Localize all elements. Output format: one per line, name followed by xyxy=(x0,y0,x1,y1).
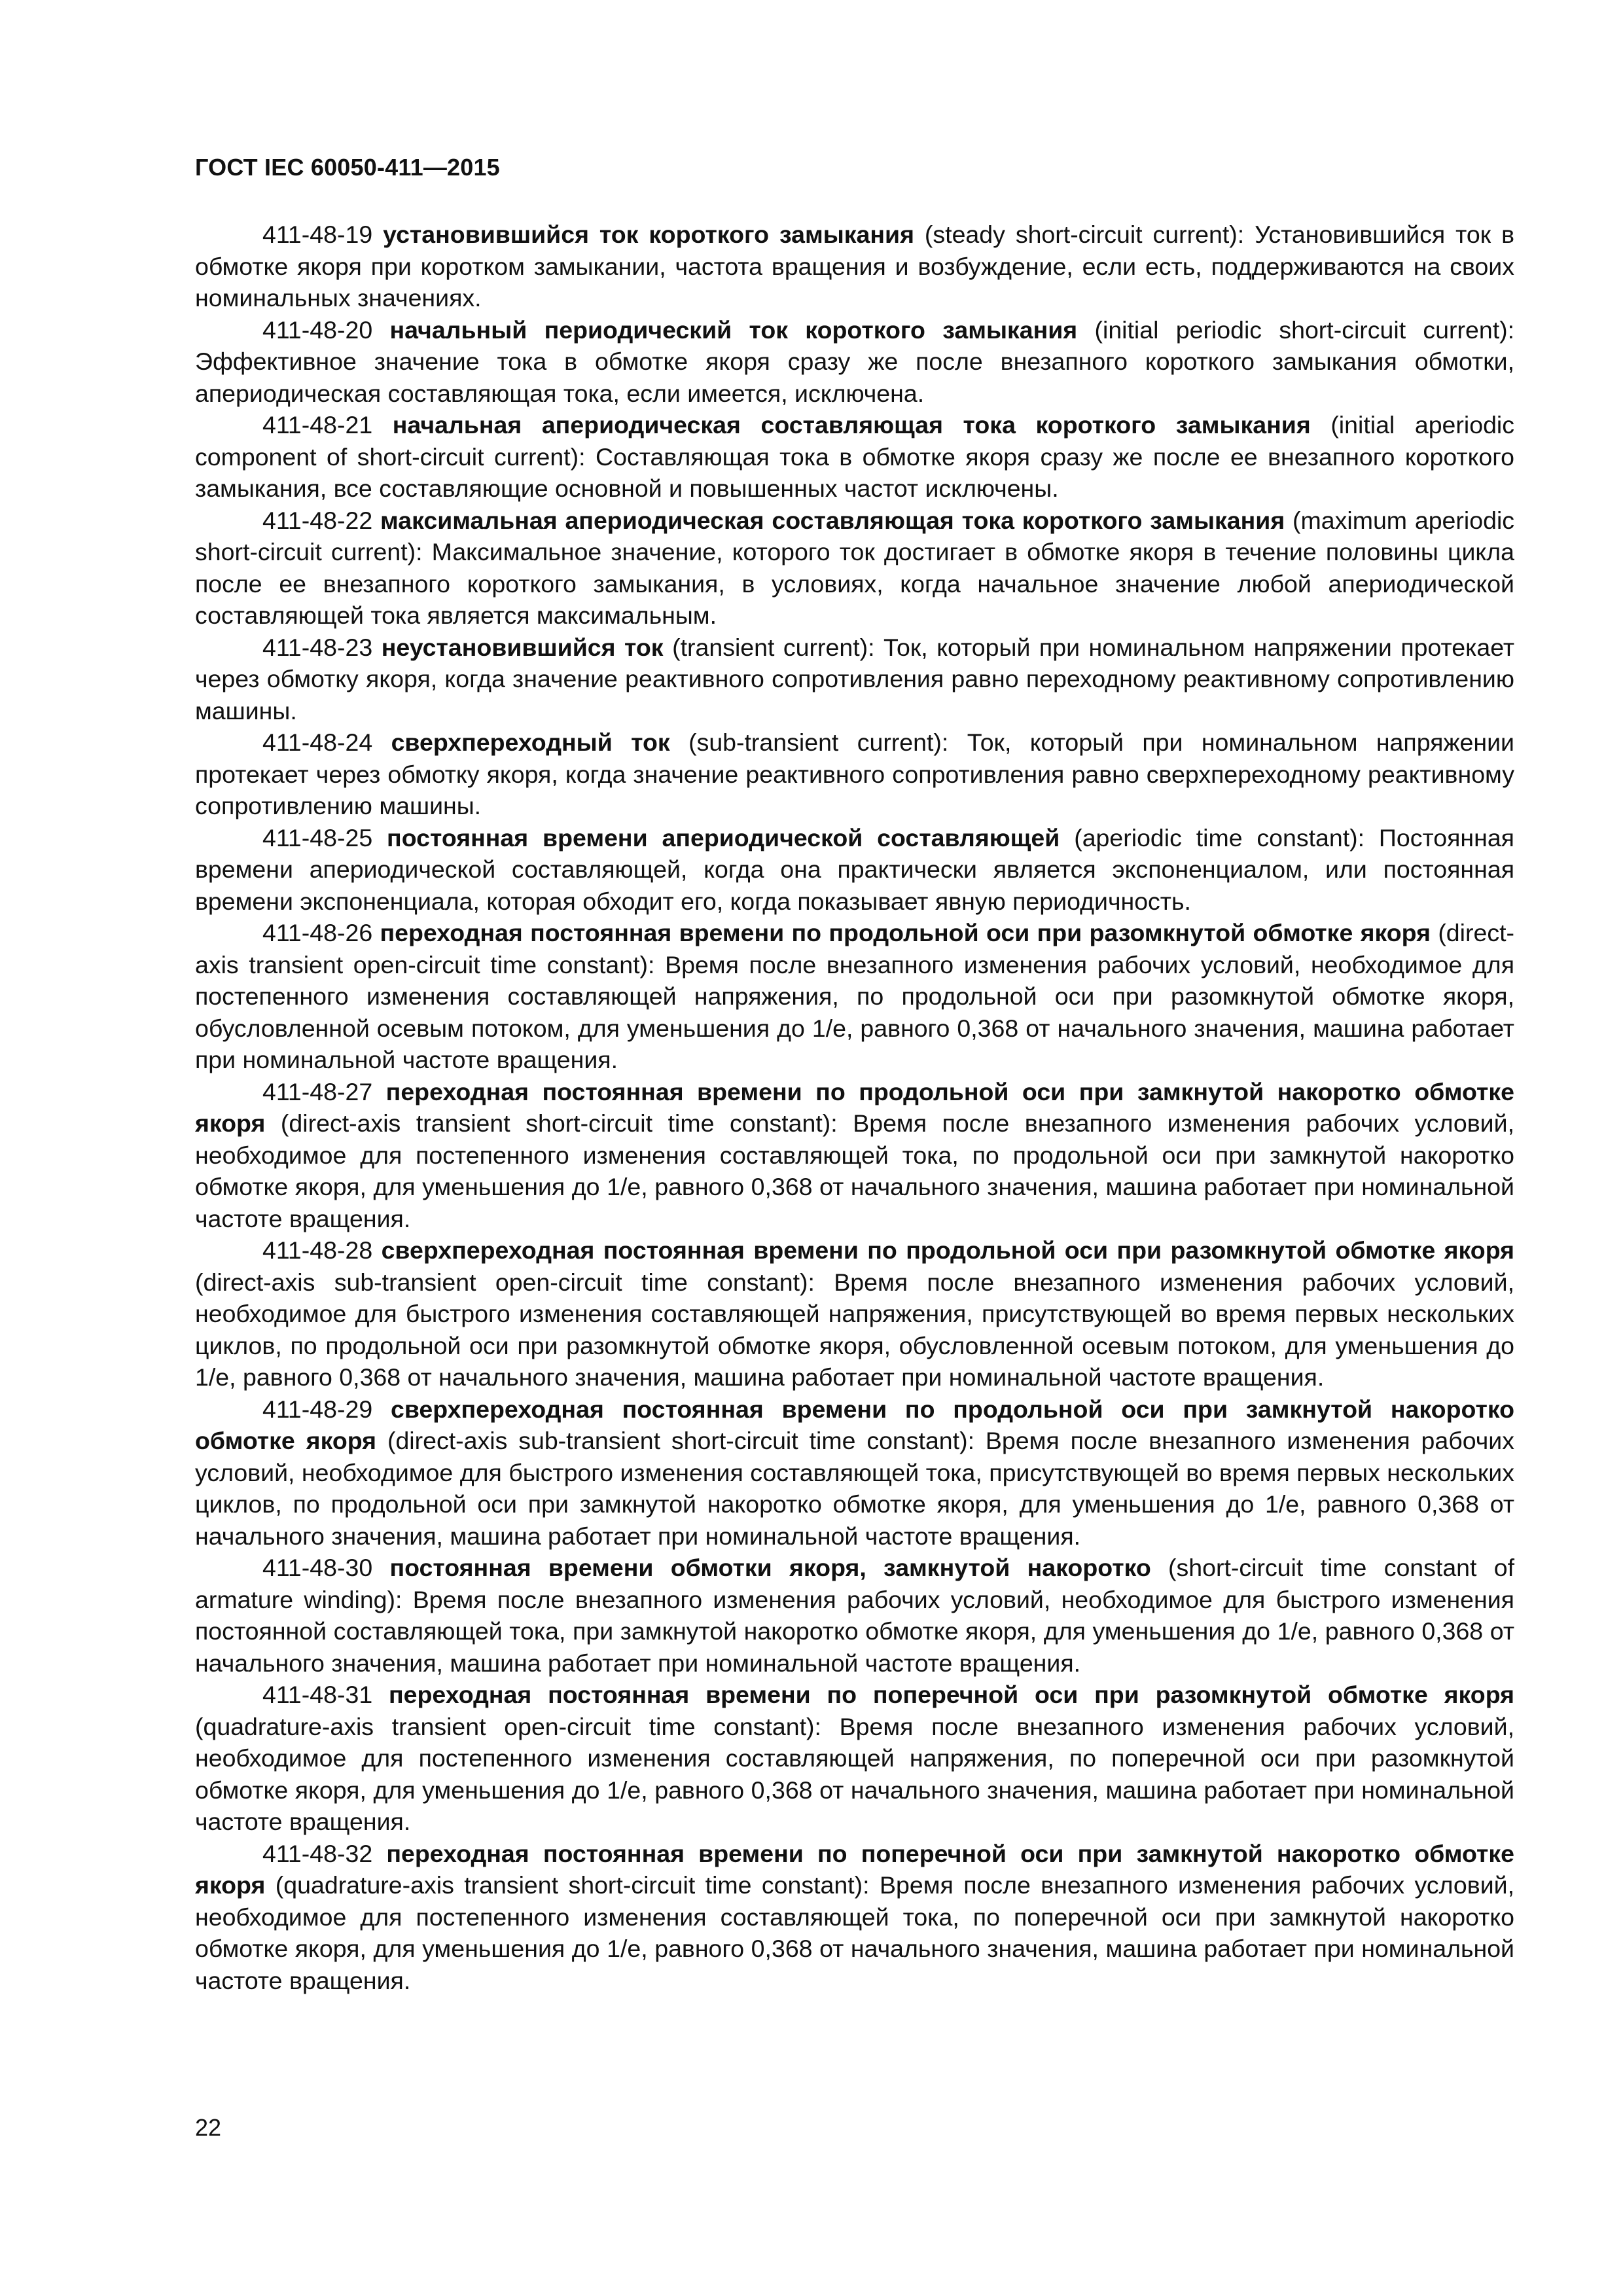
term-definition: (short-circuit time constant of armature winding): Время после внезапного изменения рабочих условий, необходимое для быстрого изменения постоянной составляющей тока, при замкнутой накоротко обмотке якоря, для уменьшения до 1/е, равного 0,368 от начального значения, машина работает при номинальной частоте вращения. xyxy=(195,1554,1514,1677)
term-definition: (quadrature-axis transient open-circuit time constant): Время после внезапного изменения рабочих условий, необходимое для постепенного изменения составляющей напряжения, по поперечной оси при разомкнутой обмотке якоря, для уменьшения до 1/е, равного 0,368 от начального значения, машина работает при номинальной частоте вращения. xyxy=(195,1712,1514,1835)
term-entry xyxy=(195,917,1514,1076)
term-definition: (initial aperiodic component of short-circuit current): Составляющая тока в обмотке якоря сразу же после ее внезапного короткого замыкания, все составляющие основной и повышенных частот исключены. xyxy=(195,411,1515,502)
term-entry xyxy=(195,822,1514,918)
term-definition: (direct-axis transient open-circuit time constant): Время после внезапного изменения рабочих условий, необходимое для постепенного изменения составляющей напряжения, по продольной оси при разомкнутой обмотке якоря, обусловленной осевым потоком, для уменьшения до 1/е, равного 0,368 от начального значения, машина работает при номинальной частоте вращения. xyxy=(195,919,1514,1073)
term-number: 411-48-28 xyxy=(262,1236,373,1264)
term-definition: (steady short-circuit current): Установившийся ток в обмотке якоря при коротком замыкании, частота вращения и возбуждение, если есть, поддерживаются на своих номинальных значениях. xyxy=(195,221,1515,312)
term-number: 411-48-24 xyxy=(262,728,373,756)
term-number: 411-48-30 xyxy=(262,1554,373,1581)
term-name: сверхпереходная постоянная времени по продольной оси при разомкнутой обмотке якоря xyxy=(381,1236,1514,1264)
term-number: 411-48-20 xyxy=(262,315,373,344)
term-number: 411-48-31 xyxy=(262,1681,373,1708)
term-name: переходная постоянная времени по продольной оси при разомкнутой обмотке якоря xyxy=(380,919,1431,946)
term-name: сверхпереходная постоянная времени по продольной оси при замкнутой накоротко обмотке якоря xyxy=(195,1395,1515,1454)
term-number: 411-48-19 xyxy=(262,221,373,248)
term-entry xyxy=(195,1234,1514,1393)
term-definition: (direct-axis sub-transient short-circuit time constant): Время после внезапного изменения рабочих условий, необходимое для быстрого изменения составляющей тока, присутствующей во время первых нескольких циклов, по продольной оси при замкнутой накоротко обмотке якоря, для уменьшения до 1/е, равного 0,368 от начального значения, машина работает при номинальной частоте вращения. xyxy=(195,1427,1515,1550)
term-number: 411-48-26 xyxy=(262,919,373,946)
term-entry xyxy=(195,632,1514,727)
term-entry xyxy=(195,505,1514,632)
term-definition: (aperiodic time constant): Постоянная времени апериодической составляющей, когда она практически является экспоненциалом, или постоянная времени экспоненциала, которая обходит его, когда показывает явную периодичность. xyxy=(195,823,1514,915)
term-number: 411-48-23 xyxy=(262,633,373,661)
term-entry xyxy=(195,1679,1514,1838)
document-header: ГОСТ IEC 60050-411—2015 xyxy=(195,154,500,181)
term-number: 411-48-22 xyxy=(262,506,373,534)
term-definition: (quadrature-axis transient short-circuit time constant): Время после внезапного изменения рабочих условий, необходимое для постепенного изменения составляющей тока, по поперечной оси при замкнутой накоротко обмотке якоря, для уменьшения до 1/е, равного 0,368 от начального значения, машина работает при номинальной частоте вращения. xyxy=(195,1871,1515,1994)
term-entry xyxy=(195,314,1514,410)
term-name: переходная постоянная времени по поперечной оси при разомкнутой обмотке якоря xyxy=(389,1681,1514,1708)
term-name: максимальная апериодическая составляющая тока короткого замыкания xyxy=(380,506,1285,534)
term-name: переходная постоянная времени по поперечной оси при замкнутой накоротко обмотке якоря xyxy=(195,1839,1515,1899)
term-number: 411-48-21 xyxy=(262,411,373,439)
term-entry xyxy=(195,1393,1514,1552)
term-number: 411-48-29 xyxy=(262,1395,373,1423)
terms-section xyxy=(195,219,1514,1996)
term-number: 411-48-25 xyxy=(262,823,373,852)
term-number: 411-48-32 xyxy=(262,1839,373,1867)
term-entry xyxy=(195,1552,1514,1679)
term-definition: (transient current): Ток, который при номинальном напряжении протекает через обмотку якоря, когда значение реактивного сопротивления равно переходному реактивному сопротивлению машины. xyxy=(195,633,1514,725)
term-number: 411-48-27 xyxy=(262,1077,373,1105)
term-entry xyxy=(195,1076,1514,1235)
term-entry xyxy=(195,219,1514,314)
term-name: переходная постоянная времени по продольной оси при замкнутой накоротко обмотке якоря xyxy=(195,1077,1514,1137)
term-entry xyxy=(195,1838,1514,1997)
term-definition: (initial periodic short-circuit current): Эффективное значение тока в обмотке якоря сразу же после внезапного короткого замыкания обмотки, апериодическая составляющая тока, если имеется, исключена. xyxy=(195,315,1515,407)
term-entry xyxy=(195,726,1514,822)
term-name: постоянная времени обмотки якоря, замкнутой накоротко xyxy=(389,1554,1151,1581)
term-name: начальный периодический ток короткого замыкания xyxy=(389,315,1078,344)
page-number: 22 xyxy=(195,2114,222,2141)
term-name: сверхпереходный ток xyxy=(391,728,670,756)
term-entry xyxy=(195,409,1514,505)
term-definition: (maximum aperiodic short-circuit current): Максимальное значение, которого ток достигает в обмотке якоря в течение половины цикла после ее внезапного короткого замыкания, в условиях, когда начальное значение любой апериодической составляющей тока является максимальным. xyxy=(195,506,1515,629)
term-definition: (direct-axis sub-transient open-circuit time constant): Время после внезапного изменения рабочих условий, необходимое для быстрого изменения составляющей напряжения, присутствующей во время первых нескольких циклов, по продольной оси при разомкнутой обмотке якоря, обусловленной осевым потоком, для уменьшения до 1/е, равного 0,368 от начального значения, машина работает при номинальной частоте вращения. xyxy=(195,1268,1514,1391)
term-definition: (sub-transient current): Ток, который при номинальном напряжении протекает через обмотку якоря, когда значение реактивного сопротивления равно сверхпереходному реактивному сопротивлению машины. xyxy=(195,728,1515,819)
term-name: установившийся ток короткого замыкания xyxy=(383,221,914,248)
term-name: начальная апериодическая составляющая тока короткого замыкания xyxy=(392,411,1311,439)
term-name: неустановившийся ток xyxy=(381,633,664,661)
term-name: постоянная времени апериодической составляющей xyxy=(387,823,1060,852)
term-definition: (direct-axis transient short-circuit time constant): Время после внезапного изменения рабочих условий, необходимое для постепенного изменения составляющей тока, по продольной оси при замкнутой накоротко обмотке якоря, для уменьшения до 1/е, равного 0,368 от начального значения, машина работает при номинальной частоте вращения. xyxy=(195,1109,1514,1232)
